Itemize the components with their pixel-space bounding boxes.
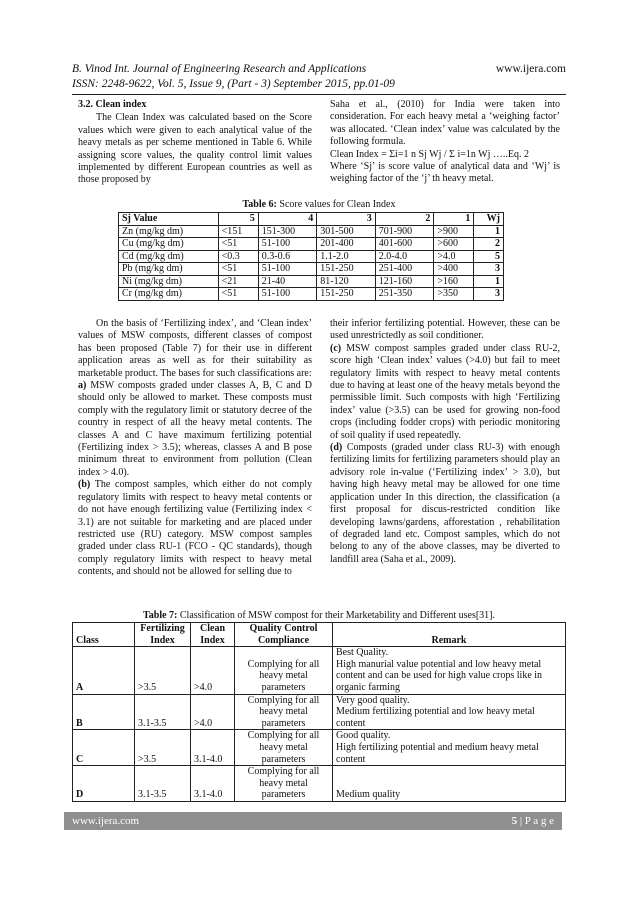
table-row — [119, 250, 504, 263]
item-b — [78, 479, 312, 578]
table-cell: A — [73, 647, 135, 694]
item-text: MSW compost samples graded under class RU-2, score high ‘Clean index’ values (>4.0) but fail to meet regulatory limits with respect to heavy metal contents due to having at least one of the heavy metals beyond the permissible limit. Such composts with high ‘Fertilizing index’ value (>3.5) can be used for growing non-food crops (including fodder crops) with periodic monitoring of soil quality if used repeatedly. — [330, 342, 560, 441]
item-text: Composts (graded under class RU-3) with enough fertilizing limits for fertilizing parameters should play an advisory role in-value (‘Fertilizing index’ > 3.0), but having high heavy metal may be allowed for one time application under In this direction, the classification (a first proposal for discus-restricted condition like developing lawns/gardens, afforestation , rehabilitation of degraded land etc. Compost samples, which do not belong to any of the above classes, may be diverted to landfill area (Saha et al., 2009). — [330, 442, 560, 565]
table-cell: 3.1-3.5 — [135, 766, 191, 802]
table-cell: Pb (mg/kg dm) — [119, 263, 219, 276]
table-cell: 1 — [474, 225, 504, 238]
table-cell: D — [73, 766, 135, 802]
paragraph: On the basis of ‘Fertilizing index’, and ‘Clean index’ values of MSW composts, different classes of compost has been proposed (Table 7) for their use in different application areas as well as for their suitability as marketable product. The bases for such classifications are: — [78, 318, 312, 379]
footer-website[interactable]: www.ijera.com — [72, 815, 140, 827]
table-header-cell: 2 — [375, 213, 434, 226]
table7-caption — [72, 610, 566, 621]
table-row — [73, 694, 566, 730]
table-cell: Complying for all heavy metal parameters — [235, 694, 333, 730]
item-label: a) — [78, 380, 87, 392]
table-cell: Cu (mg/kg dm) — [119, 238, 219, 251]
table-cell: Medium quality — [333, 766, 566, 802]
right-column-bottom — [330, 318, 560, 566]
table-header-cell: Clean Index — [191, 623, 235, 647]
table7-caption-label: Table 7: — [143, 610, 178, 621]
table-header-cell: Fertilizing Index — [135, 623, 191, 647]
table-cell: Best Quality. High manurial value potential and low heavy metal content and can be used for high value crops like in organic farming — [333, 647, 566, 694]
table-cell: >900 — [434, 225, 474, 238]
table6-caption — [72, 199, 566, 210]
issn-line: ISSN: 2248-9622, Vol. 5, Issue 9, (Part - 3) September 2015, pp.01-09 — [72, 78, 395, 90]
table-cell: Good quality. High fertilizing potential and medium heavy metal content — [333, 730, 566, 766]
table-header-cell: 3 — [317, 213, 376, 226]
table-cell: >3.5 — [135, 647, 191, 694]
table-cell: >4.0 — [434, 250, 474, 263]
table-cell: Very good quality. Medium fertilizing potential and low heavy metal content — [333, 694, 566, 730]
table-cell: 3 — [474, 263, 504, 276]
paragraph: The Clean Index was calculated based on the Score values which were given to each analytical value of the heavy metals as per scheme mentioned in Table 6. While assigning score values, the quality control limit values implemented by different European countries as well as those proposed by — [78, 112, 312, 186]
table-cell: 301-500 — [317, 225, 376, 238]
table-cell: 51-100 — [258, 288, 317, 301]
table-cell: Complying for all heavy metal parameters — [235, 730, 333, 766]
item-text: MSW composts graded under classes A, B, C and D should only be allowed to market. These composts must comply with the regulatory limit or statutory decree of the country in respect of all the heavy metal contents. The classes A and C have maximum fertilizing potential (Fertilizing index > 3.5); whereas, classes A and B pose minimum threat to environment from pollution (Clean index > 4.0). — [78, 380, 312, 478]
paragraph: their inferior fertilizing potential. However, these can be used unrestrictedly as soil conditioner. — [330, 318, 560, 342]
table-cell: 121-160 — [375, 275, 434, 288]
item-label: (d) — [330, 442, 343, 454]
page-number — [512, 812, 554, 830]
table-row — [119, 275, 504, 288]
table-cell: 3.1-4.0 — [191, 730, 235, 766]
table-row — [73, 766, 566, 802]
page-label: | P a g e — [517, 815, 554, 827]
table-cell: <151 — [218, 225, 258, 238]
item-c — [330, 343, 560, 442]
formula: Clean Index = Σi=1 n Sj Wj / Σ i=1n Wj …..Eq. 2 — [330, 148, 530, 160]
table-cell: 701-900 — [375, 225, 434, 238]
table-cell: 3 — [474, 288, 504, 301]
table-header-cell: 5 — [218, 213, 258, 226]
table-cell: 201-400 — [317, 238, 376, 251]
running-header — [72, 62, 566, 92]
score-table — [118, 212, 504, 301]
table-cell: >3.5 — [135, 730, 191, 766]
table-cell: <51 — [218, 238, 258, 251]
item-d — [330, 442, 560, 566]
table-cell: <51 — [218, 288, 258, 301]
table-cell: 0.3-0.6 — [258, 250, 317, 263]
table-cell: Ni (mg/kg dm) — [119, 275, 219, 288]
table-cell: 401-600 — [375, 238, 434, 251]
table-cell: 2.0-4.0 — [375, 250, 434, 263]
table-cell: 2 — [474, 238, 504, 251]
table-cell: 51-100 — [258, 238, 317, 251]
item-label: (c) — [330, 342, 342, 354]
table-cell: <0.3 — [218, 250, 258, 263]
table-cell: B — [73, 694, 135, 730]
table-cell: 3.1-4.0 — [191, 766, 235, 802]
table-cell: >600 — [434, 238, 474, 251]
table-cell: >400 — [434, 263, 474, 276]
paragraph: Where ‘Sj’ is score value of analytical data and ‘Wj’ is weighing factor of the ‘j’ th heavy metal. — [330, 161, 560, 185]
table-cell: Zn (mg/kg dm) — [119, 225, 219, 238]
table-cell: 251-350 — [375, 288, 434, 301]
table-header-cell: Remark — [333, 623, 566, 647]
table-cell: 151-250 — [317, 263, 376, 276]
left-column-top — [78, 99, 312, 187]
table-cell: >4.0 — [191, 694, 235, 730]
table-cell: 81-120 — [317, 275, 376, 288]
table6-caption-text: Score values for Clean Index — [276, 199, 396, 210]
table-header-cell: Class — [73, 623, 135, 647]
page-num: 5 — [511, 815, 518, 827]
right-column-top — [330, 99, 560, 186]
table-cell: Complying for all heavy metal parameters — [235, 647, 333, 694]
journal-title: B. Vinod Int. Journal of Engineering Research and Applications — [72, 63, 367, 75]
table-cell: <21 — [218, 275, 258, 288]
table-cell: 5 — [474, 250, 504, 263]
item-label: (b) — [78, 479, 91, 491]
table-cell: C — [73, 730, 135, 766]
table-header-cell: Quality Control Compliance — [235, 623, 333, 647]
table-cell: Cr (mg/kg dm) — [119, 288, 219, 301]
table-cell: >350 — [434, 288, 474, 301]
table-cell: 51-100 — [258, 263, 317, 276]
table-cell: 1.1-2.0 — [317, 250, 376, 263]
table-row — [119, 263, 504, 276]
table6-caption-label: Table 6: — [242, 199, 277, 210]
table-header-cell: Sj Value — [119, 213, 219, 226]
item-a — [78, 380, 312, 479]
footer-bar — [64, 812, 562, 830]
table-cell: 151-300 — [258, 225, 317, 238]
table-header-cell: 4 — [258, 213, 317, 226]
item-text: The compost samples, which either do not comply regulatory limits with respect to heavy metal contents or do not have enough fertilizing value (Fertilizing index < 3.1) are not suitable for marketing and are placed under restricted use (RU) category. MSW compost samples graded under class RU-1 (FCO - QC standards), though comply regulatory limits with respect to heavy metal contents, and should not be allowed for selling due to — [78, 479, 312, 578]
classification-table — [72, 622, 566, 802]
table-header-cell: Wj — [474, 213, 504, 226]
table-cell: 251-400 — [375, 263, 434, 276]
table-row — [119, 238, 504, 251]
header-rule — [72, 94, 566, 95]
table7-caption-text: Classification of MSW compost for their Marketability and Different uses[31]. — [177, 610, 495, 621]
table-row — [73, 647, 566, 694]
section-title: 3.2. Clean index — [78, 99, 147, 110]
table-cell: 21-40 — [258, 275, 317, 288]
table-cell: <51 — [218, 263, 258, 276]
table-row — [73, 730, 566, 766]
table-header-cell: 1 — [434, 213, 474, 226]
table-cell: 151-250 — [317, 288, 376, 301]
journal-website[interactable]: www.ijera.com — [495, 63, 566, 75]
table-cell: Cd (mg/kg dm) — [119, 250, 219, 263]
paragraph: Saha et al., (2010) for India were taken into consideration. For each heavy metal a ‘weighing factor’ was allocated. ‘Clean index’ value was calculated by the following formula. — [330, 99, 560, 148]
table-cell: >160 — [434, 275, 474, 288]
table-cell: >4.0 — [191, 647, 235, 694]
table-cell: 1 — [474, 275, 504, 288]
table-row — [119, 288, 504, 301]
left-column-bottom — [78, 318, 312, 579]
table-cell: 3.1-3.5 — [135, 694, 191, 730]
table-row — [119, 225, 504, 238]
table-cell: Complying for all heavy metal parameters — [235, 766, 333, 802]
